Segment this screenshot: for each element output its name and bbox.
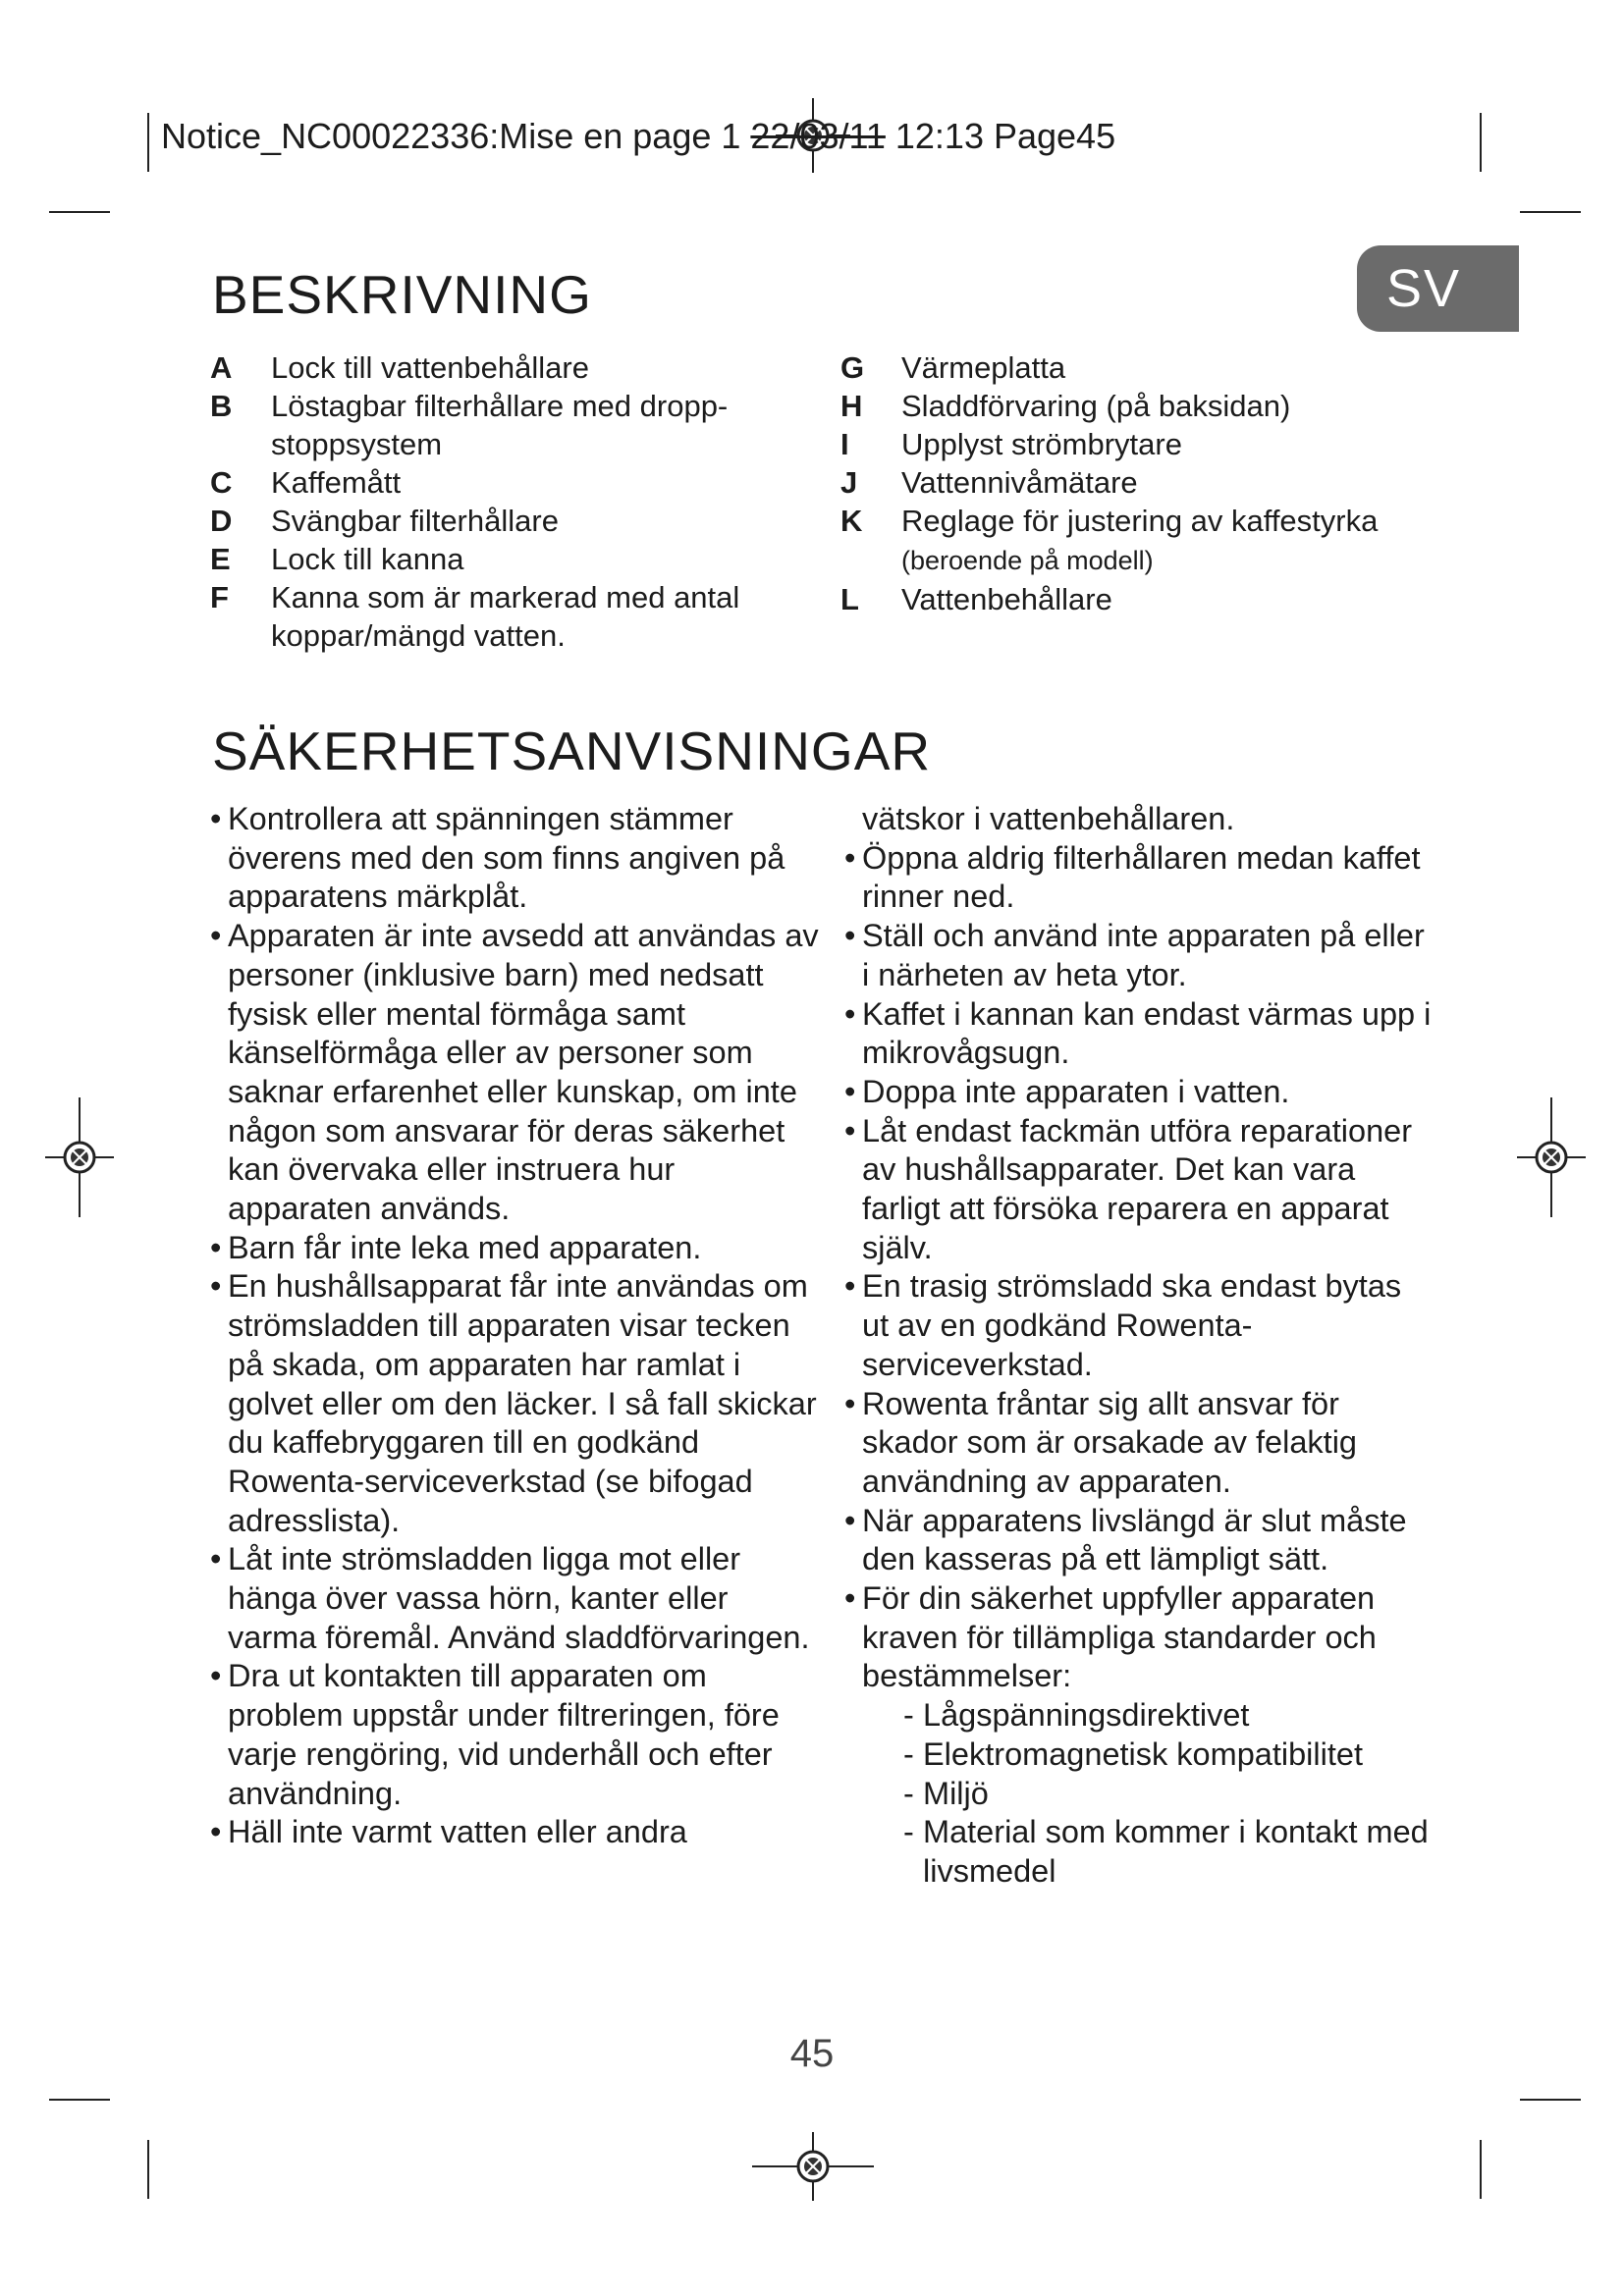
crop-mark <box>1520 211 1581 213</box>
registration-mark-icon <box>45 1097 114 1217</box>
print-header <box>161 116 1115 157</box>
safety-text: Rowenta fråntar sig allt ansvar för skador som är orsakade av felaktig användning av apparaten. <box>862 1385 1357 1499</box>
part-letter: F <box>210 580 229 614</box>
standards-list <box>844 1696 1434 1892</box>
safety-item: • För din säkerhet uppfyller apparaten kraven för tillämpliga standarder och bestämmelser: <box>844 1580 1377 1694</box>
safety-text: Apparaten är inte avsedd att användas av personer (inklusive barn) med nedsatt fysisk eller mental förmåga samt känselförmåga eller av personer som saknar erfarenhet eller kunskap, om inte någon som ansvarar för deras säkerhet kan övervaka eller instruera hur apparaten används. <box>228 918 819 1227</box>
part-item <box>210 502 799 540</box>
crop-mark <box>49 211 110 213</box>
safety-item: • Ställ och använd inte apparaten på eller i närheten av heta ytor. <box>844 918 1425 992</box>
part-letter: A <box>210 350 233 385</box>
part-letter: B <box>210 389 233 423</box>
part-letter: I <box>840 427 849 461</box>
part-item <box>840 387 1469 425</box>
print-header-date: 22/03/11 <box>750 116 886 156</box>
part-letter: L <box>840 582 859 616</box>
part-item <box>210 540 799 578</box>
part-letter: E <box>210 542 231 576</box>
safety-text: Låt endast fackmän utföra reparationer av hushållsapparater. Det kan vara farligt att försöka reparera en apparat själv. <box>862 1112 1413 1265</box>
part-item <box>840 425 1469 463</box>
safety-item: • Apparaten är inte avsedd att användas av personer (inklusive barn) med nedsatt fysisk eller mental förmåga samt känselförmåga eller av personer som saknar erfarenhet eller kunskap, om inte någon som ansvarar för deras säkerhet kan övervaka eller instruera hur apparaten används. <box>210 918 819 1227</box>
safety-item: • Öppna aldrig filterhållaren medan kaffet rinner ned. <box>844 839 1421 915</box>
part-text: Vattenbehållare <box>901 582 1112 616</box>
safety-item: • En trasig strömsladd ska endast bytas ut av en godkänd Rowenta-serviceverkstad. <box>844 1268 1402 1382</box>
part-note: (beroende på modell) <box>901 546 1154 575</box>
safety-text: Doppa inte apparaten i vatten. <box>862 1073 1290 1109</box>
standard-item: - Elektromagnetisk kompatibilitet <box>903 1735 1363 1772</box>
safety-text: Häll inte varmt vatten eller andra <box>228 1814 687 1850</box>
safety-item: • Doppa inte apparaten i vatten. <box>844 1073 1290 1109</box>
print-header-time-page: 12:13 Page45 <box>885 116 1116 156</box>
safety-text: När apparatens livslängd är slut måste den kasseras på ett lämpligt sätt. <box>862 1502 1407 1577</box>
part-letter: K <box>840 504 863 538</box>
part-text: Reglage för justering av kaffestyrka <box>901 504 1379 538</box>
crop-mark <box>1520 2099 1581 2101</box>
part-text: Sladdförvaring (på baksidan) <box>901 389 1291 423</box>
part-text: Vattennivåmätare <box>901 465 1138 500</box>
part-text: Kanna som är markerad med antal koppar/mängd vatten. <box>271 580 740 653</box>
standard-text: Elektromagnetisk kompatibilitet <box>923 1735 1363 1772</box>
safety-title: SÄKERHETSANVISNINGAR <box>212 721 932 781</box>
part-item <box>210 463 799 502</box>
safety-column-right <box>844 800 1434 1892</box>
crop-mark <box>49 2099 110 2101</box>
crop-mark <box>1480 2140 1482 2199</box>
crop-mark <box>147 113 149 172</box>
crop-mark <box>147 2140 149 2199</box>
standard-item: - Lågspänningsdirektivet <box>903 1697 1250 1734</box>
safety-text: Kaffet i kannan kan endast värmas upp i mikrovågsugn. <box>862 995 1432 1071</box>
part-item <box>840 463 1469 502</box>
standard-item: - Material som kommer i kontakt med livsmedel <box>903 1814 1429 1889</box>
safety-item: • Låt endast fackmän utföra reparationer av hushållsapparater. Det kan vara farligt att försöka reparera en apparat själv. <box>844 1112 1413 1265</box>
safety-continuation: vätskor i vattenbehållaren. <box>862 801 1235 836</box>
safety-text: En trasig strömsladd ska endast bytas ut av en godkänd Rowenta-serviceverkstad. <box>862 1268 1402 1382</box>
registration-mark-icon <box>1517 1097 1586 1217</box>
language-tab: SV <box>1357 245 1519 332</box>
safety-item: • Låt inte strömsladden ligga mot eller hänga över vassa hörn, kanter eller varma föremål. Använd sladdförvaringen. <box>210 1541 810 1655</box>
part-text: Värmeplatta <box>901 350 1066 385</box>
part-text: Lock till vattenbehållare <box>271 350 589 385</box>
part-text: Svängbar filterhållare <box>271 504 559 538</box>
safety-item: • Rowenta fråntar sig allt ansvar för skador som är orsakade av felaktig användning av apparaten. <box>844 1385 1357 1499</box>
print-header-file: Notice_NC00022336:Mise en page 1 <box>161 116 751 156</box>
part-letter: D <box>210 504 233 538</box>
safety-item: • En hushållsapparat får inte användas om strömsladden till apparaten visar tecken på skada, om apparaten har ramlat i golvet eller om den läcker. I så fall skickar du kaffebryggaren till en godkänd Rowenta-serviceverkstad (se bifogad adresslista). <box>210 1268 817 1538</box>
safety-text: Ställ och använd inte apparaten på eller i närheten av heta ytor. <box>862 918 1425 992</box>
registration-mark-icon <box>752 2132 874 2201</box>
safety-text: Dra ut kontakten till apparaten om problem uppstår under filtreringen, före varje rengöring, vid underhåll och efter användning. <box>228 1658 780 1811</box>
parts-list-right <box>840 348 1469 618</box>
part-item <box>210 578 799 655</box>
part-text: Löstagbar filterhållare med dropp-stoppsystem <box>271 389 729 461</box>
part-item <box>210 348 799 387</box>
safety-text: En hushållsapparat får inte användas om strömsladden till apparaten visar tecken på skada, om apparaten har ramlat i golvet eller om den läcker. I så fall skickar du kaffebryggaren till en godkänd Rowenta-serviceverkstad (se bifogad adresslista). <box>228 1268 817 1538</box>
safety-text: För din säkerhet uppfyller apparaten kraven för tillämpliga standarder och bestämmelser: <box>862 1580 1377 1694</box>
part-item <box>840 580 1469 618</box>
safety-text: Öppna aldrig filterhållaren medan kaffet rinner ned. <box>862 839 1421 915</box>
part-letter: G <box>840 350 865 385</box>
page-number: 45 <box>789 2032 835 2075</box>
safety-item: • Kaffet i kannan kan endast värmas upp i mikrovågsugn. <box>844 995 1432 1071</box>
part-letter: J <box>840 465 858 500</box>
part-item <box>840 348 1469 387</box>
part-letter: C <box>210 465 233 500</box>
parts-list-left <box>210 348 799 655</box>
part-text: Lock till kanna <box>271 542 464 576</box>
safety-text: Kontrollera att spänningen stämmer överens med den som finns angiven på apparatens märkplåt. <box>228 801 785 915</box>
crop-mark <box>1480 113 1482 172</box>
safety-item: • Dra ut kontakten till apparaten om problem uppstår under filtreringen, före varje rengöring, vid underhåll och efter användning. <box>210 1658 780 1811</box>
part-text: Kaffemått <box>271 465 402 500</box>
description-title: BESKRIVNING <box>212 264 592 325</box>
standard-item: - Miljö <box>903 1775 989 1811</box>
part-item <box>840 502 1469 580</box>
standard-text: Lågspänningsdirektivet <box>923 1697 1250 1734</box>
part-letter: H <box>840 389 863 423</box>
safety-text: Låt inte strömsladden ligga mot eller hänga över vassa hörn, kanter eller varma föremål. Använd sladdförvaringen. <box>228 1541 810 1655</box>
part-item <box>210 387 799 463</box>
safety-item: • Barn får inte leka med apparaten. <box>210 1229 702 1265</box>
safety-item: • Kontrollera att spänningen stämmer överens med den som finns angiven på apparatens märkplåt. <box>210 801 785 915</box>
safety-column-left <box>210 800 819 1852</box>
safety-item: • Häll inte varmt vatten eller andra <box>210 1814 687 1850</box>
safety-text: Barn får inte leka med apparaten. <box>228 1229 702 1265</box>
standard-text: Miljö <box>923 1775 989 1811</box>
safety-item: • När apparatens livslängd är slut måste den kasseras på ett lämpligt sätt. <box>844 1502 1407 1577</box>
part-text: Upplyst strömbrytare <box>901 427 1182 461</box>
standard-text: Material som kommer i kontakt med livsmedel <box>923 1814 1429 1889</box>
